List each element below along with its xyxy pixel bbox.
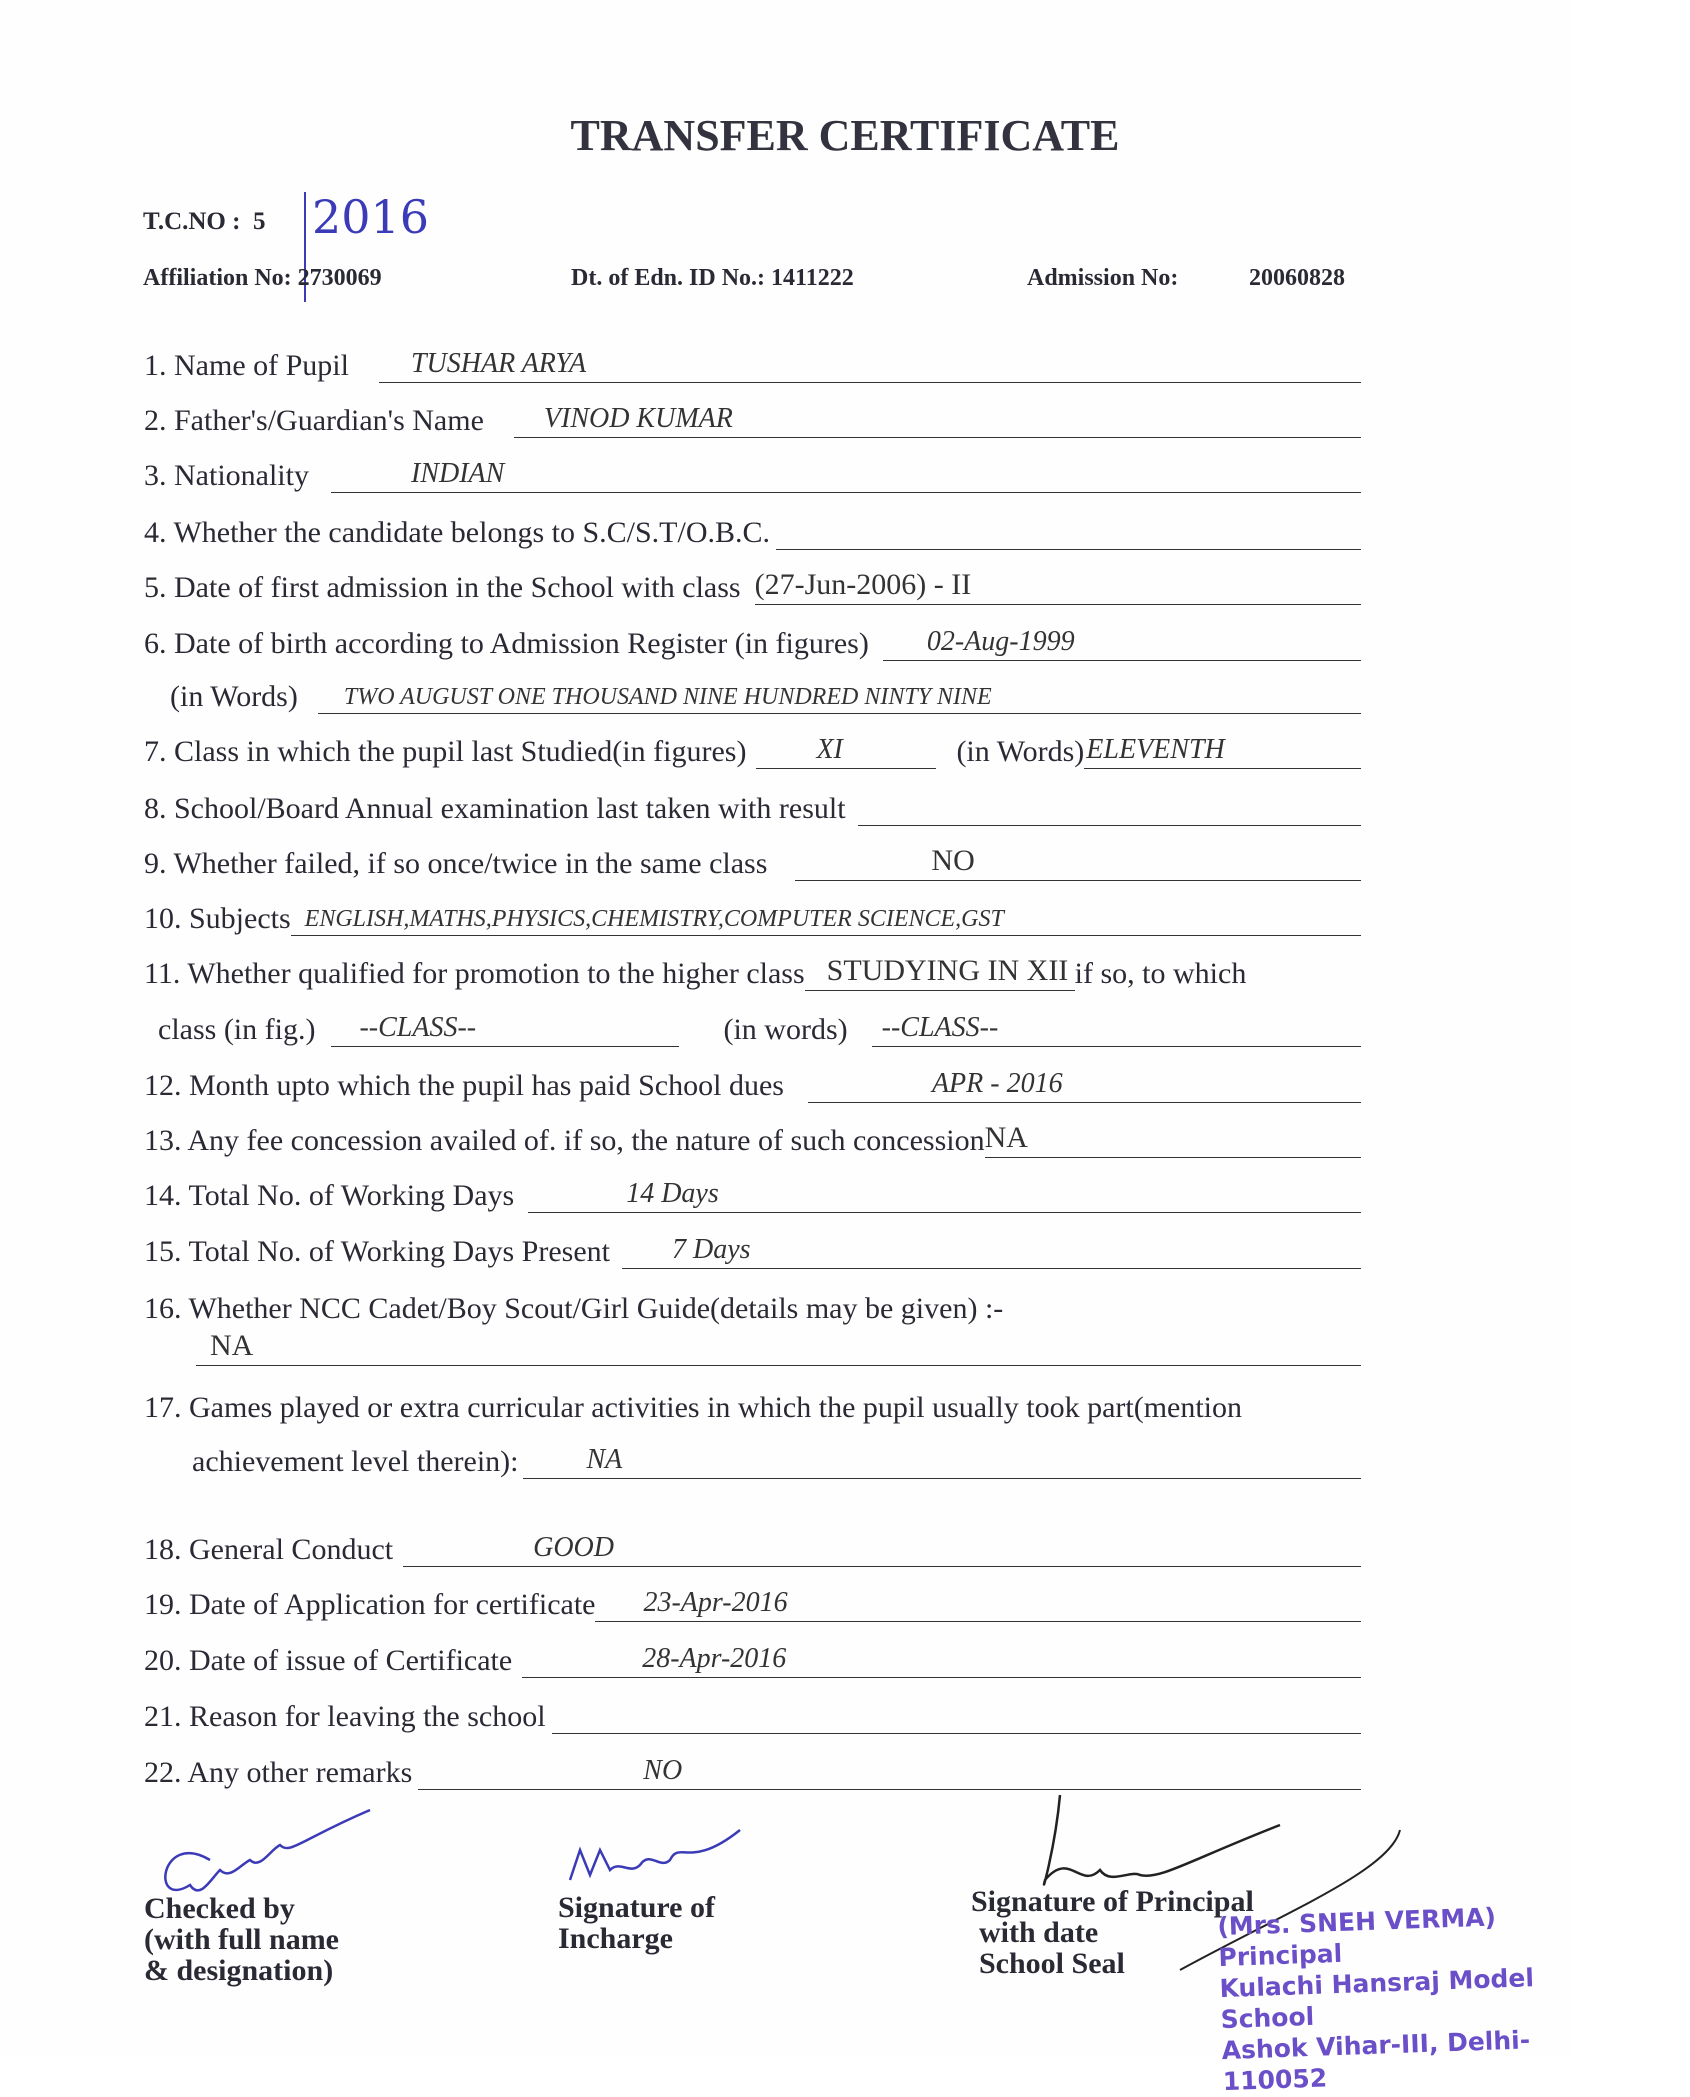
field-value: NA xyxy=(586,1444,623,1475)
tc-label: T.C.NO : xyxy=(143,208,241,235)
field-value: NO xyxy=(643,1755,683,1786)
affiliation-no: Affiliation No: 2730069 xyxy=(143,265,382,291)
field-label: 3. Nationality xyxy=(144,459,309,492)
field-row xyxy=(144,1746,1361,1790)
sig-line: & designation) xyxy=(144,1954,334,1987)
field-row xyxy=(144,1114,1361,1158)
field-line xyxy=(808,1066,1361,1103)
page-title: TRANSFER CERTIFICATE xyxy=(570,111,1120,160)
field-value: NA xyxy=(984,1121,1028,1154)
field-line xyxy=(552,1697,1361,1734)
field-label: 15. Total No. of Working Days Present xyxy=(144,1235,610,1268)
field-label: if so, to which xyxy=(1074,957,1247,990)
field-row xyxy=(144,339,1361,383)
field-label: achievement level therein): xyxy=(192,1445,519,1478)
field-row xyxy=(144,561,1361,605)
field-line xyxy=(805,954,1075,991)
sig-line: School Seal xyxy=(979,1947,1125,1980)
field-label: class (in fig.) xyxy=(158,1013,316,1046)
incharge-signature xyxy=(570,1830,740,1880)
field-line xyxy=(514,401,1361,438)
sig-line: Checked by xyxy=(144,1892,295,1925)
field-line xyxy=(331,1010,679,1047)
field-line xyxy=(318,677,1361,714)
field-value: --CLASS-- xyxy=(881,1012,999,1043)
field-row xyxy=(144,782,1361,826)
incharge-signature-label xyxy=(558,1892,715,1954)
field-row xyxy=(170,670,1361,714)
field-row xyxy=(144,1578,1361,1622)
field-line xyxy=(403,1530,1361,1567)
checked-by-label xyxy=(144,1893,339,1986)
field-row xyxy=(144,892,1361,936)
field-row xyxy=(144,1169,1361,1213)
field-row xyxy=(192,1435,1361,1479)
field-value: --CLASS-- xyxy=(359,1012,477,1043)
tc-year-handwritten: 2016 xyxy=(304,192,429,302)
stamp-line: Principal xyxy=(1217,1938,1343,1973)
field-label: 16. Whether NCC Cadet/Boy Scout/Girl Guide(details may be given) :- xyxy=(144,1292,1004,1325)
checked-by-signature xyxy=(165,1810,370,1890)
field-row xyxy=(144,1282,1361,1326)
field-line xyxy=(622,1232,1361,1269)
field-label: (in words) xyxy=(723,1013,848,1046)
edn-id-no: Dt. of Edn. ID No.: 1411222 xyxy=(571,265,854,291)
field-value: INDIAN xyxy=(410,458,505,489)
tc-number: 5 xyxy=(252,208,266,235)
field-line xyxy=(795,844,1361,881)
field-line xyxy=(756,732,936,769)
field-line xyxy=(883,624,1361,661)
field-label: 2. Father's/Guardian's Name xyxy=(144,404,484,437)
field-value: 02-Aug-1999 xyxy=(926,626,1075,657)
sig-line: Signature of xyxy=(558,1891,715,1924)
field-label: 19. Date of Application for certificate xyxy=(144,1588,596,1621)
field-label: (in Words) xyxy=(170,680,298,713)
field-value: 23-Apr-2016 xyxy=(643,1587,788,1618)
field-line xyxy=(523,1442,1362,1479)
field-value: STUDYING IN XII xyxy=(826,954,1069,987)
stamp-line: (Mrs. SNEH VERMA) xyxy=(1216,1902,1497,1942)
stamp-line: Kulachi Hansraj Model School xyxy=(1219,1963,1535,2035)
field-label: 4. Whether the candidate belongs to S.C/S.T/O.B.C. xyxy=(144,516,771,549)
sig-line: Incharge xyxy=(558,1922,673,1955)
field-line xyxy=(331,456,1361,493)
field-label: 22. Any other remarks xyxy=(144,1756,413,1789)
field-line xyxy=(1084,732,1361,769)
field-value: TWO AUGUST ONE THOUSAND NINE HUNDRED NINTY NINE xyxy=(343,684,992,710)
field-line xyxy=(379,346,1361,383)
field-label: 9. Whether failed, if so once/twice in the same class xyxy=(144,847,768,880)
field-value: TUSHAR ARYA xyxy=(410,348,587,379)
field-row xyxy=(144,837,1361,881)
field-value: (27-Jun-2006) - II xyxy=(754,568,972,601)
field-row xyxy=(196,1322,1361,1366)
field-value: ELEVENTH xyxy=(1086,734,1225,765)
field-row xyxy=(144,1381,1361,1425)
field-line xyxy=(776,513,1361,550)
field-line xyxy=(858,789,1361,826)
admission-no-value: 20060828 xyxy=(1249,265,1345,291)
field-line xyxy=(196,1329,1361,1366)
field-line xyxy=(755,568,1361,605)
tc-number-label xyxy=(143,208,265,236)
field-label: 13. Any fee concession availed of. if so, the nature of such concession xyxy=(144,1124,985,1157)
field-label: 1. Name of Pupil xyxy=(144,349,349,382)
admission-no-label: Admission No: xyxy=(1027,265,1179,291)
stamp-line: Ashok Vihar-III, Delhi-110052 xyxy=(1221,2025,1531,2097)
field-label: 6. Date of birth according to Admission Register (in figures) xyxy=(144,627,869,660)
field-line xyxy=(418,1753,1361,1790)
field-line xyxy=(872,1010,1361,1047)
field-value: 7 Days xyxy=(672,1234,751,1265)
principal-signature-label xyxy=(971,1886,1254,1979)
field-label: 11. Whether qualified for promotion to the higher class xyxy=(144,957,805,990)
field-row xyxy=(144,1225,1361,1269)
field-label: 20. Date of issue of Certificate xyxy=(144,1644,513,1677)
sig-line: with date xyxy=(979,1916,1099,1949)
field-row xyxy=(158,1003,1361,1047)
field-line xyxy=(291,899,1361,936)
school-seal-stamp xyxy=(1217,1899,1574,2097)
field-value: GOOD xyxy=(533,1532,614,1563)
field-line xyxy=(528,1176,1361,1213)
field-row xyxy=(144,1634,1361,1678)
field-row xyxy=(144,1059,1361,1103)
field-label: 18. General Conduct xyxy=(144,1533,394,1566)
field-row xyxy=(144,394,1361,438)
field-line xyxy=(985,1121,1361,1158)
field-value: ENGLISH,MATHS,PHYSICS,CHEMISTRY,COMPUTER SCIENCE,GST xyxy=(304,906,1004,932)
field-line xyxy=(595,1585,1361,1622)
field-row xyxy=(144,449,1361,493)
field-value: NO xyxy=(931,844,975,877)
field-label: (in Words) xyxy=(956,735,1085,768)
field-value: XI xyxy=(816,734,843,765)
field-value: VINOD KUMAR xyxy=(543,403,733,434)
field-line xyxy=(522,1641,1361,1678)
sig-line: Signature of Principal xyxy=(971,1885,1254,1918)
field-row xyxy=(144,1690,1361,1734)
field-label: 10. Subjects xyxy=(144,902,291,935)
field-value: APR - 2016 xyxy=(931,1068,1063,1099)
field-value: 14 Days xyxy=(626,1178,719,1209)
field-label: 14. Total No. of Working Days xyxy=(144,1179,515,1212)
field-label: 7. Class in which the pupil last Studied(in figures) xyxy=(144,735,747,768)
field-label: 17. Games played or extra curricular activities in which the pupil usually took part(mention xyxy=(144,1391,1243,1424)
sig-line: (with full name xyxy=(144,1923,339,1956)
field-value: NA xyxy=(210,1329,254,1362)
field-label: 8. School/Board Annual examination last taken with result xyxy=(144,792,846,825)
field-label: 21. Reason for leaving the school xyxy=(144,1700,546,1733)
field-label: 5. Date of first admission in the School with class xyxy=(144,571,741,604)
field-label: 12. Month upto which the pupil has paid School dues xyxy=(144,1069,784,1102)
field-row xyxy=(144,725,1361,769)
principal-signature xyxy=(1044,1795,1280,1884)
field-row xyxy=(144,1523,1361,1567)
field-row xyxy=(144,617,1361,661)
field-row xyxy=(144,506,1361,550)
field-row xyxy=(144,947,1361,991)
field-value: 28-Apr-2016 xyxy=(642,1643,787,1674)
